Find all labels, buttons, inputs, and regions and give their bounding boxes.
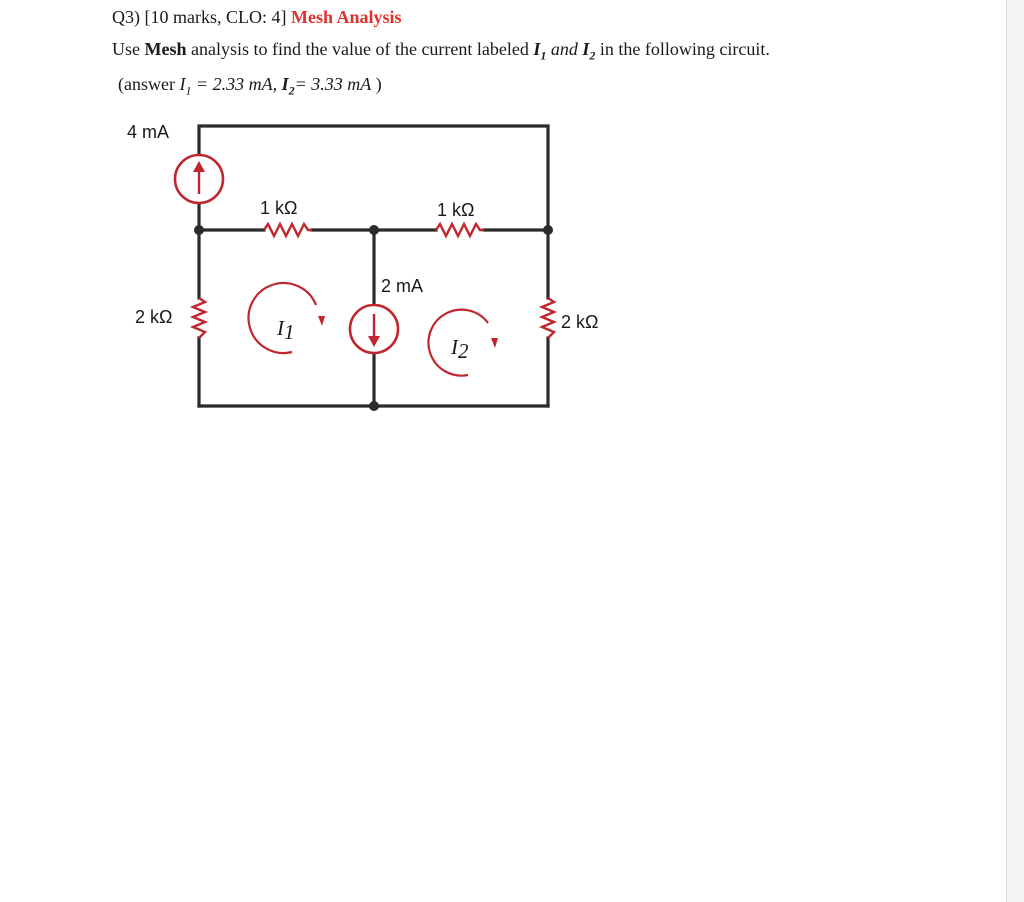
resistor-top-left bbox=[264, 224, 312, 236]
task-var-i2: $I_2$ bbox=[582, 39, 596, 63]
question-number: Q3) bbox=[112, 7, 140, 27]
resistor-right bbox=[542, 298, 554, 338]
task-text-2: analysis to find the value of the current labeled bbox=[186, 39, 534, 59]
junction-right bbox=[543, 225, 553, 235]
current-source-2ma bbox=[350, 305, 398, 353]
task-method: Mesh bbox=[144, 39, 187, 59]
resistor-top-right bbox=[436, 224, 484, 236]
task-var-i1: $I_1$ bbox=[533, 39, 547, 63]
label-mesh1: I1 bbox=[277, 316, 295, 344]
answer-i2: $I_2= 3.33$ mA bbox=[281, 74, 372, 98]
mesh2-arrowhead bbox=[491, 338, 498, 348]
current-source-4ma bbox=[175, 155, 223, 203]
label-mesh2: I2 bbox=[451, 335, 469, 363]
answer-close: ) bbox=[371, 74, 382, 94]
label-r-right: 2 kΩ bbox=[561, 312, 599, 332]
mesh1-arrowhead bbox=[318, 316, 325, 326]
label-source-mid: 2 mA bbox=[381, 276, 424, 296]
circuit-wires bbox=[199, 126, 548, 406]
label-r-left: 2 kΩ bbox=[135, 307, 173, 327]
junction-mid-bottom bbox=[369, 401, 379, 411]
resistor-left bbox=[193, 298, 205, 338]
label-source-top: 4 mA bbox=[127, 122, 170, 142]
answer-i1: $I_1 = 2.33$ mA, bbox=[179, 74, 282, 98]
label-r-top-right: 1 kΩ bbox=[437, 200, 475, 220]
question-meta: [10 marks, CLO: 4] bbox=[144, 7, 287, 27]
question-topic: Mesh Analysis bbox=[290, 7, 402, 27]
task-text-3: in the following circuit. bbox=[595, 39, 770, 59]
task-text-1: Use bbox=[112, 39, 145, 59]
label-r-top-left: 1 kΩ bbox=[260, 198, 298, 218]
answer-open: (answer bbox=[118, 74, 180, 94]
task-and: and bbox=[546, 39, 583, 59]
junction-left bbox=[194, 225, 204, 235]
junction-mid-top bbox=[369, 225, 379, 235]
